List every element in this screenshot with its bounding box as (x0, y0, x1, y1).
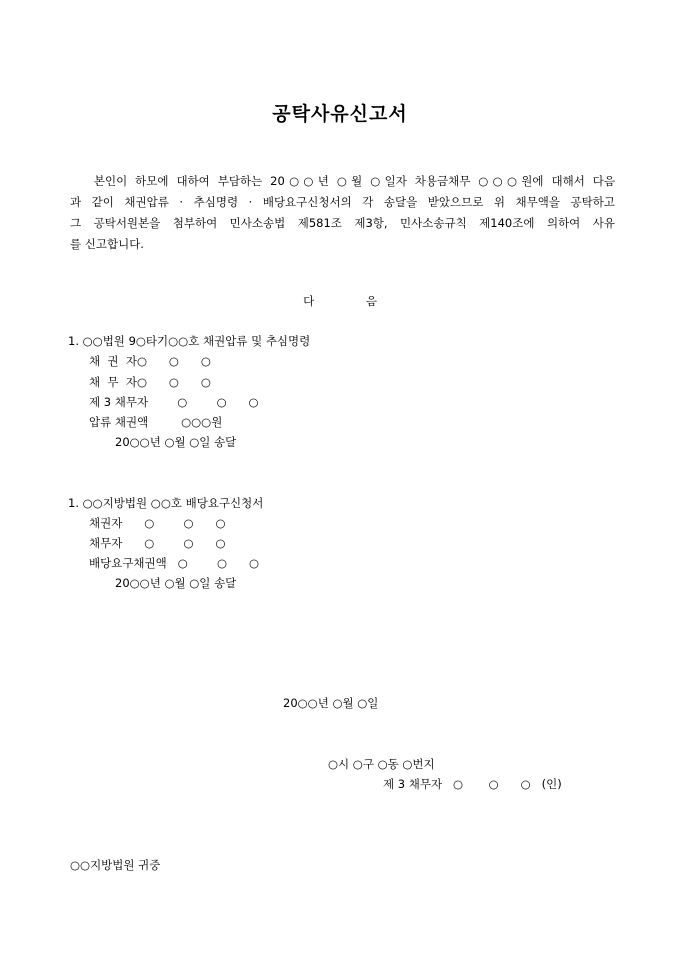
body-line: 를 신고합니다. (70, 237, 144, 251)
section2-creditor: 채권자 ○ ○ ○ (89, 516, 226, 530)
section1-creditor: 채 권 자○ ○ ○ (89, 354, 211, 368)
section2-debtor: 채무자 ○ ○ ○ (89, 536, 226, 550)
section2-heading: 1. ○○지방법원 ○○호 배당요구신청서 (68, 496, 264, 510)
section1-seized-amount: 압류 채권액 ○○○원 (89, 415, 223, 429)
body-line: 본인이 하모에 대하여 부담하는 20○○년 ○월 ○일자 차용금채무 ○○○원에 대해서 다음 (70, 174, 615, 188)
body-paragraph (70, 171, 615, 255)
section1-third-debtor: 제 3 채무자 ○ ○ ○ (89, 395, 259, 409)
section1-heading: 1. ○○법원 9○타기○○호 채권압류 및 추심명령 (68, 334, 311, 348)
section2-claim-amount: 배당요구채권액 ○ ○ ○ (89, 556, 260, 570)
document-date: 20○○년 ○월 ○일 (283, 696, 379, 710)
signer-line: 제 3 채무자 ○ ○ ○ (인) (383, 777, 562, 791)
section1-debtor: 채 무 자○ ○ ○ (89, 375, 211, 389)
document-title: 공탁사유신고서 (272, 103, 408, 125)
body-line: 그 공탁서원본을 첨부하여 민사소송법 제581조 제3항, 민사소송규칙 제140조에 의하여 사유 (70, 216, 615, 230)
section1-delivery-date: 20○○년 ○월 ○일 송달 (115, 435, 237, 449)
subtitle-heading: 다 음 (303, 294, 377, 308)
recipient: ○○지방법원 귀중 (70, 858, 161, 872)
address: ○시 ○구 ○동 ○번지 (328, 757, 435, 771)
section2-delivery-date: 20○○년 ○월 ○일 송달 (115, 576, 237, 590)
body-line: 과 같이 채권압류 · 추심명령 · 배당요구신청서의 각 송달을 받았으므로 위 채무액을 공탁하고 (70, 195, 615, 209)
